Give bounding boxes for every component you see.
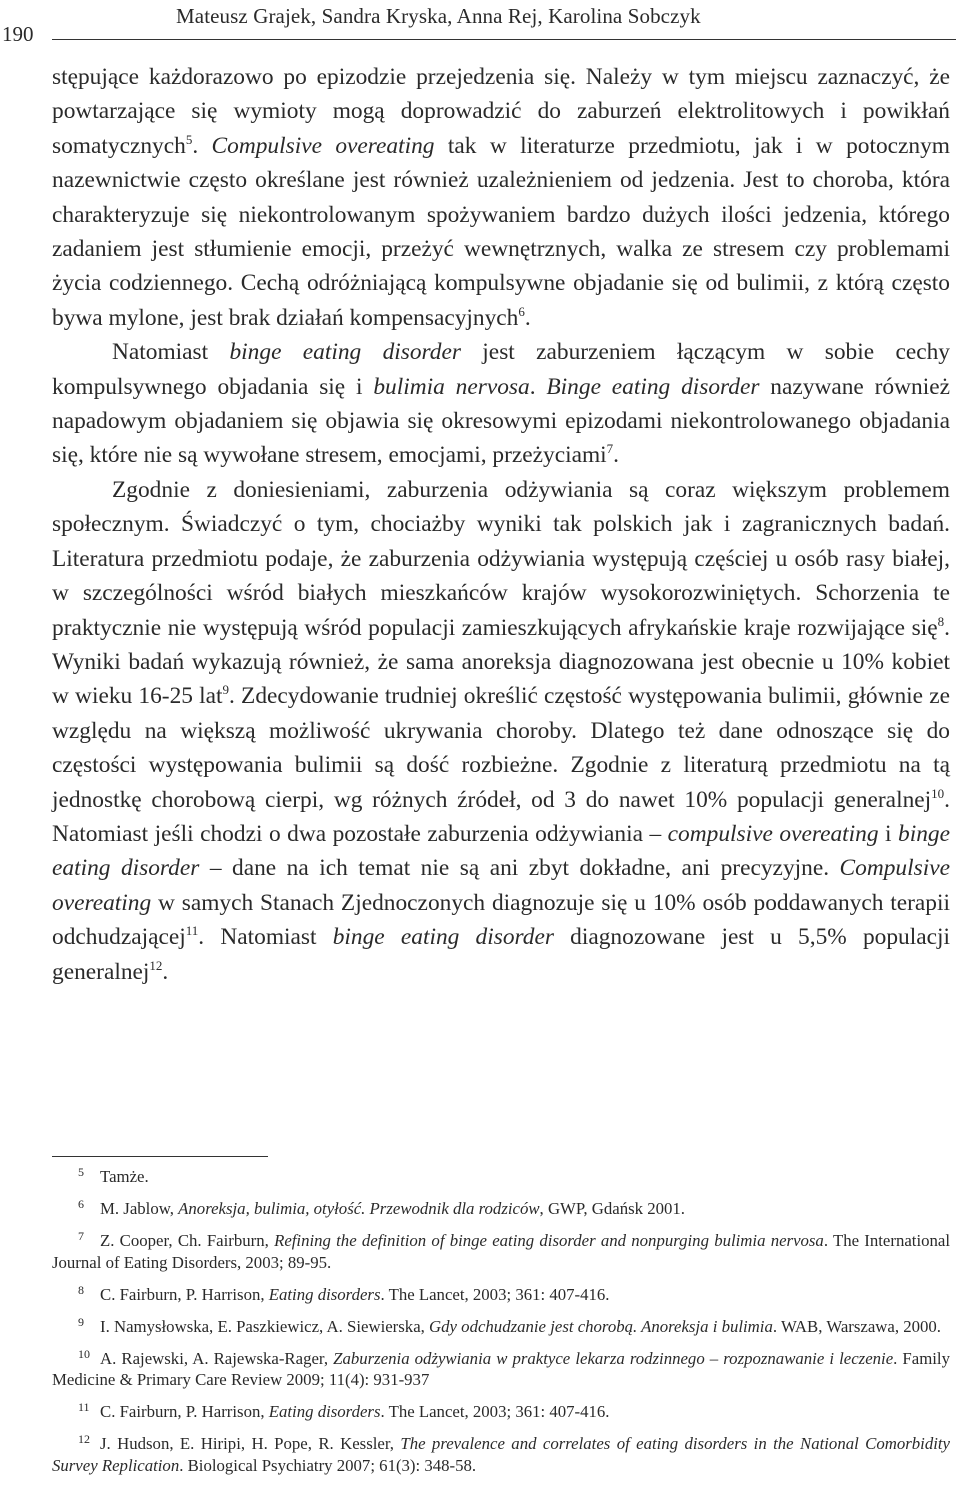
text-run: . The International Journal of Eating Disorders, 2003; 89-95. bbox=[52, 1231, 950, 1272]
text-run: C. Fairburn, P. Harrison, bbox=[100, 1402, 269, 1421]
italic-text: Binge eating disorder bbox=[546, 373, 760, 400]
footnote-ref: 12 bbox=[149, 957, 163, 973]
text-run: J. Hudson, E. Hiripi, H. Pope, R. Kessler, bbox=[100, 1434, 401, 1453]
body-text bbox=[52, 60, 950, 989]
text-run: I. Namysłowska, E. Paszkiewicz, A. Siewierska, bbox=[100, 1316, 430, 1336]
footnote: 9 I. Namysłowska, E. Paszkiewicz, A. Siewierska, Gdy odchudzanie jest chorobą. Anoreksja i bulimia. WAB, Warszawa, 2000. bbox=[78, 1314, 941, 1336]
text-run: i bbox=[878, 820, 899, 847]
text-run: . Zdecydowanie trudniej określić częstość występowania bulimii, głównie ze względu na większą możliwość ukrywania choroby. Dlatego też dane odnoszące się do częstości występowania bulimii są dość rozbieżne. Zgodnie z literaturą przedmiotu na tą jednostkę chorobową cierpi, wg różnych źródeł, od 3 do nawet 10% populacji generalnej bbox=[52, 683, 950, 813]
italic-text: The prevalence and correlates of eating disorders in the National Comorbidity Survey Replication bbox=[52, 1434, 950, 1475]
page-number: 190 bbox=[2, 22, 34, 46]
italic-text: binge eating disorder bbox=[229, 339, 461, 366]
paragraph bbox=[52, 60, 950, 335]
text-run: . Family Medicine & Primary Care Review 2009; 11(4): 931-937 bbox=[52, 1348, 950, 1389]
text-run: A. Rajewski, A. Rajewska-Rager, bbox=[100, 1348, 334, 1368]
footnote: 5 Tamże. bbox=[78, 1165, 149, 1186]
text-run: M. Jablow, bbox=[100, 1199, 179, 1218]
italic-text: Anoreksja, bulimia, otyłość. Przewodnik dla rodziców bbox=[178, 1199, 540, 1218]
text-run: stępujące każdorazowo po epizodzie przejedzenia się. Należy w tym miejscu zaznaczyć, że powtarzające się wymioty mogą doprowadzić do zaburzeń elektrolitowych i powikłań somatycznych bbox=[52, 64, 950, 159]
text-run: jest zaburzeniem łączącym w sobie cechy kompulsywnego objadania się i bbox=[52, 339, 950, 400]
text-run: . bbox=[162, 958, 169, 985]
text-run: . Biological Psychiatry 2007; 61(3): 348-58. bbox=[179, 1455, 477, 1475]
italic-text: Eating disorders bbox=[268, 1402, 381, 1421]
text-run: w samych Stanach Zjednoczonych diagnozuje się u 10% osób poddawanych terapii odchudzającej bbox=[52, 889, 950, 951]
text-run: C. Fairburn, P. Harrison, bbox=[100, 1284, 269, 1304]
footnote-ref: 11 bbox=[185, 923, 199, 939]
text-run: tak w literaturze przedmiotu, jak i w potocznym nazewnictwie często określane jest również uzależnieniem od jedzenia. Jest to choroba, która charakteryzuje się niekontrolowanym spożywaniem bardzo dużych ilości jedzenia, którego zadaniem jest stłumienie emocji, przeżyć wewnętrznych, walka ze stresem czy problemami życia codziennego. Cechą odróżniającą kompulsywne objadanie się od bulimii, z którą często bywa mylone, jest brak działań kompensacyjnych bbox=[52, 132, 950, 331]
footnote: 7 Z. Cooper, Ch. Fairburn, Refining the definition of binge eating disorder and nonpurging bulimia nervosa. The International Journal of Eating Disorders, 2003; 89-95. bbox=[52, 1229, 950, 1272]
footnote-ref: 6 bbox=[518, 303, 525, 319]
text-run: – dane na ich temat nie są ani zbyt dokładne, ani precyzyjne. bbox=[199, 855, 840, 882]
footnotes bbox=[52, 1166, 950, 1487]
italic-text: Gdy odchudzanie jest chorobą. Anoreksja i bulimia bbox=[429, 1316, 773, 1336]
footnote-ref: 10 bbox=[931, 785, 945, 801]
italic-text: Eating disorders bbox=[268, 1284, 381, 1304]
header-rule bbox=[52, 39, 956, 40]
footnote-ref: 5 bbox=[185, 131, 193, 147]
text-run: . bbox=[529, 373, 547, 400]
text-run: Zgodnie z doniesieniami, zaburzenia odżywiania są coraz większym problemem społecznym. Świadczyć o tym, chociażby wyniki tak polskich jak i zagranicznych badań. Literatura przedmiotu podaje, że zaburzenia odżywiania występują częściej u osób rasy białej, w szczególności wśród białych mieszkańców krajów wysokorozwiniętych. Schorzenia te praktycznie nie występują wśród populacji zamieszkujących afrykańskie kraje rozwijające się bbox=[52, 476, 950, 641]
text-run: . bbox=[613, 442, 620, 469]
footnote-separator bbox=[52, 1156, 268, 1157]
text-run: . Natomiast jeśli chodzi o dwa pozostałe zaburzenia odżywiania – bbox=[52, 786, 950, 847]
text-run: Natomiast bbox=[112, 339, 230, 366]
text-run: . The Lancet, 2003; 361: 407-416. bbox=[380, 1402, 610, 1421]
italic-text: binge eating disorder bbox=[52, 820, 950, 882]
text-run: . The Lancet, 2003; 361: 407-416. bbox=[380, 1284, 610, 1304]
text-run: , GWP, Gdańsk 2001. bbox=[539, 1199, 685, 1218]
footnote: 8 C. Fairburn, P. Harrison, Eating disorders. The Lancet, 2003; 361: 407-416. bbox=[78, 1282, 610, 1304]
text-run: . WAB, Warszawa, 2000. bbox=[772, 1316, 941, 1336]
footnote: 11 C. Fairburn, P. Harrison, Eating disorders. The Lancet, 2003; 361: 407-416. bbox=[78, 1400, 610, 1421]
footnote: 10 A. Rajewski, A. Rajewska-Rager, Zaburzenia odżywiania w praktyce lekarza rodzinnego – rozpoznawanie i leczenie. Family Medicine & Primary Care Review 2009; 11(4): 931-937 bbox=[52, 1346, 950, 1389]
footnote-ref: 7 bbox=[606, 441, 614, 457]
running-head: Mateusz Grajek, Sandra Kryska, Anna Rej, Karolina Sobczyk bbox=[176, 4, 701, 28]
text-run: Z. Cooper, Ch. Fairburn, bbox=[100, 1231, 275, 1250]
italic-text: Compulsive overeating bbox=[211, 132, 435, 159]
text-run: diagnozowane jest u 5,5% populacji generalnej bbox=[52, 924, 950, 985]
footnote: 12 J. Hudson, E. Hiripi, H. Pope, R. Kessler, The prevalence and correlates of eating disorders in the National Comorbidity Survey Replication. Biological Psychiatry 2007; 61(3): 348-58. bbox=[52, 1432, 950, 1475]
italic-text: Zaburzenia odżywiania w praktyce lekarza rodzinnego – rozpoznawanie i leczenie bbox=[333, 1348, 894, 1368]
italic-text: Refining the definition of binge eating disorder and nonpurging bulimia nervosa bbox=[274, 1231, 824, 1250]
italic-text: compulsive overeating bbox=[667, 820, 879, 847]
text-run: . Wyniki badań wykazują również, że sama anoreksja diagnozowana jest obecnie u 10% kobiet w wieku 16-25 lat bbox=[52, 614, 950, 710]
text-run: . Natomiast bbox=[198, 924, 333, 951]
text-run: nazywane również napadowym objadaniem się objawia się okresowymi epizodami niekontrolowanego objadania się, które nie są wywołane stresem, emocjami, przeżyciami bbox=[52, 373, 950, 469]
paragraph bbox=[52, 473, 950, 989]
italic-text: binge eating disorder bbox=[332, 924, 554, 951]
italic-text: bulimia nervosa bbox=[373, 373, 530, 400]
paragraph bbox=[52, 335, 950, 473]
footnote-ref: 8 bbox=[937, 613, 945, 629]
text-run: . bbox=[524, 304, 531, 331]
footnote: 6 M. Jablow, Anoreksja, bulimia, otyłość. Przewodnik dla rodziców, GWP, Gdańsk 2001. bbox=[78, 1197, 685, 1218]
text-run: Tamże. bbox=[100, 1167, 149, 1186]
text-run: . bbox=[192, 132, 212, 159]
footnote-ref: 9 bbox=[222, 682, 230, 698]
italic-text: Compulsive overeating bbox=[52, 855, 950, 916]
